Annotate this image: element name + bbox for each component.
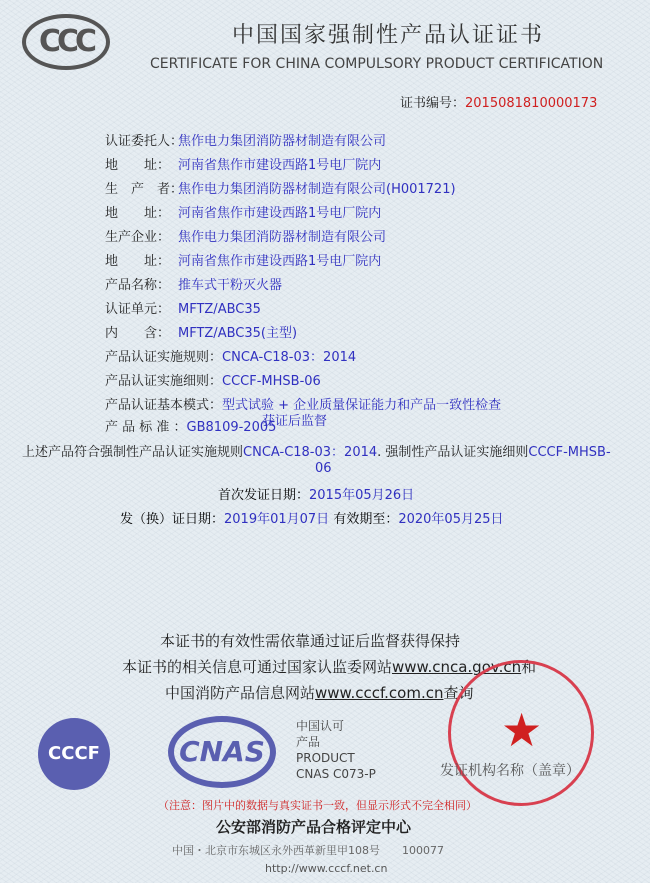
field-value: MFTZ/ABC35(主型) <box>178 326 298 341</box>
cnca-link[interactable]: www.cnca.gov.cn <box>392 658 522 676</box>
field-value: MFTZ/ABC35 <box>178 302 261 317</box>
field-label: 地 址： <box>105 254 171 269</box>
address: 中国・北京市东城区永外西革新里甲108号 100077 <box>172 844 444 857</box>
field-row <box>105 250 381 269</box>
field-label: 地 址： <box>105 158 171 173</box>
statement-cont: 06 <box>315 461 332 476</box>
mode-row-cont: 获证后监督 <box>262 414 328 429</box>
rule-row: 产品认证实施规则：CNCA-C18-03：2014 <box>105 350 357 365</box>
field-value: 河南省焦作市建设西路1号电厂院内 <box>178 158 382 173</box>
field-label: 地 址： <box>105 206 171 221</box>
statement: 上述产品符合强制性产品认证实施规则CNCA-C18-03：2014. 强制性产品认证实施细则CCCF-MHSB- <box>22 445 611 460</box>
field-row <box>105 274 282 293</box>
field-label: 认证单元： <box>105 302 171 317</box>
cccf-logo: CCCF <box>38 718 110 790</box>
seal-label: 发证机构名称（盖章） <box>440 763 580 779</box>
cnas-logo: CNAS <box>168 716 276 788</box>
mode-row: 产品认证基本模式：型式试验 + 企业质量保证能力和产品一致性检查 <box>105 398 502 413</box>
cert-number: 证书编号：2015081810000173 <box>400 96 598 111</box>
notice-line2: 本证书的相关信息可通过国家认监委网站www.cnca.gov.cn和 <box>122 658 537 676</box>
field-row <box>105 226 386 245</box>
field-label: 生产企业： <box>105 230 171 245</box>
title-en: CERTIFICATE FOR CHINA COMPULSORY PRODUCT CERTIFICATION <box>150 56 604 72</box>
field-row <box>105 154 381 173</box>
title-cn: 中国国家强制性产品认证证书 <box>232 23 545 48</box>
disclaimer: （注意：图片中的数据与真实证书一致，但显示形式不完全相同） <box>158 799 477 812</box>
field-value: 焦作电力集团消防器材制造有限公司 <box>178 230 387 245</box>
issue-dates: 发（换）证日期：2019年01月07日 有效期至：2020年05月25日 <box>120 512 504 527</box>
field-label: 产品名称： <box>105 278 171 293</box>
notice-line1: 本证书的有效性需依靠通过证后监督获得保持 <box>160 632 461 650</box>
website[interactable]: http://www.cccf.net.cn <box>265 862 388 875</box>
field-label: 内 含： <box>105 326 171 341</box>
field-row <box>105 298 261 317</box>
cccf-link[interactable]: www.cccf.com.cn <box>315 684 444 702</box>
field-value: 焦作电力集团消防器材制造有限公司(H001721) <box>178 182 456 197</box>
official-seal <box>448 660 594 806</box>
field-label: 认证委托人： <box>105 134 184 149</box>
field-row <box>105 130 386 149</box>
detail-row: 产品认证实施细则：CCCF-MHSB-06 <box>105 374 321 389</box>
ccc-logo: CCC <box>22 14 110 70</box>
field-value: 河南省焦作市建设西路1号电厂院内 <box>178 254 382 269</box>
standard-row: 产 品 标 准 ：GB8109-2005 <box>105 420 277 435</box>
notice-line3: 中国消防产品信息网站www.cccf.com.cn查询 <box>165 684 474 702</box>
field-value: 推车式干粉灭火器 <box>178 278 283 293</box>
field-row <box>105 178 456 197</box>
field-label: 生 产 者： <box>105 182 184 197</box>
field-value: 焦作电力集团消防器材制造有限公司 <box>178 134 387 149</box>
issuing-org: 公安部消防产品合格评定中心 <box>216 818 412 836</box>
first-issue-date: 首次发证日期：2015年05月26日 <box>218 488 415 503</box>
field-row <box>105 202 381 221</box>
field-row <box>105 322 297 341</box>
star-icon: ★ <box>501 703 543 757</box>
cnas-info: 中国认可 产品 PRODUCT CNAS C073-P <box>296 719 376 781</box>
field-value: 河南省焦作市建设西路1号电厂院内 <box>178 206 382 221</box>
